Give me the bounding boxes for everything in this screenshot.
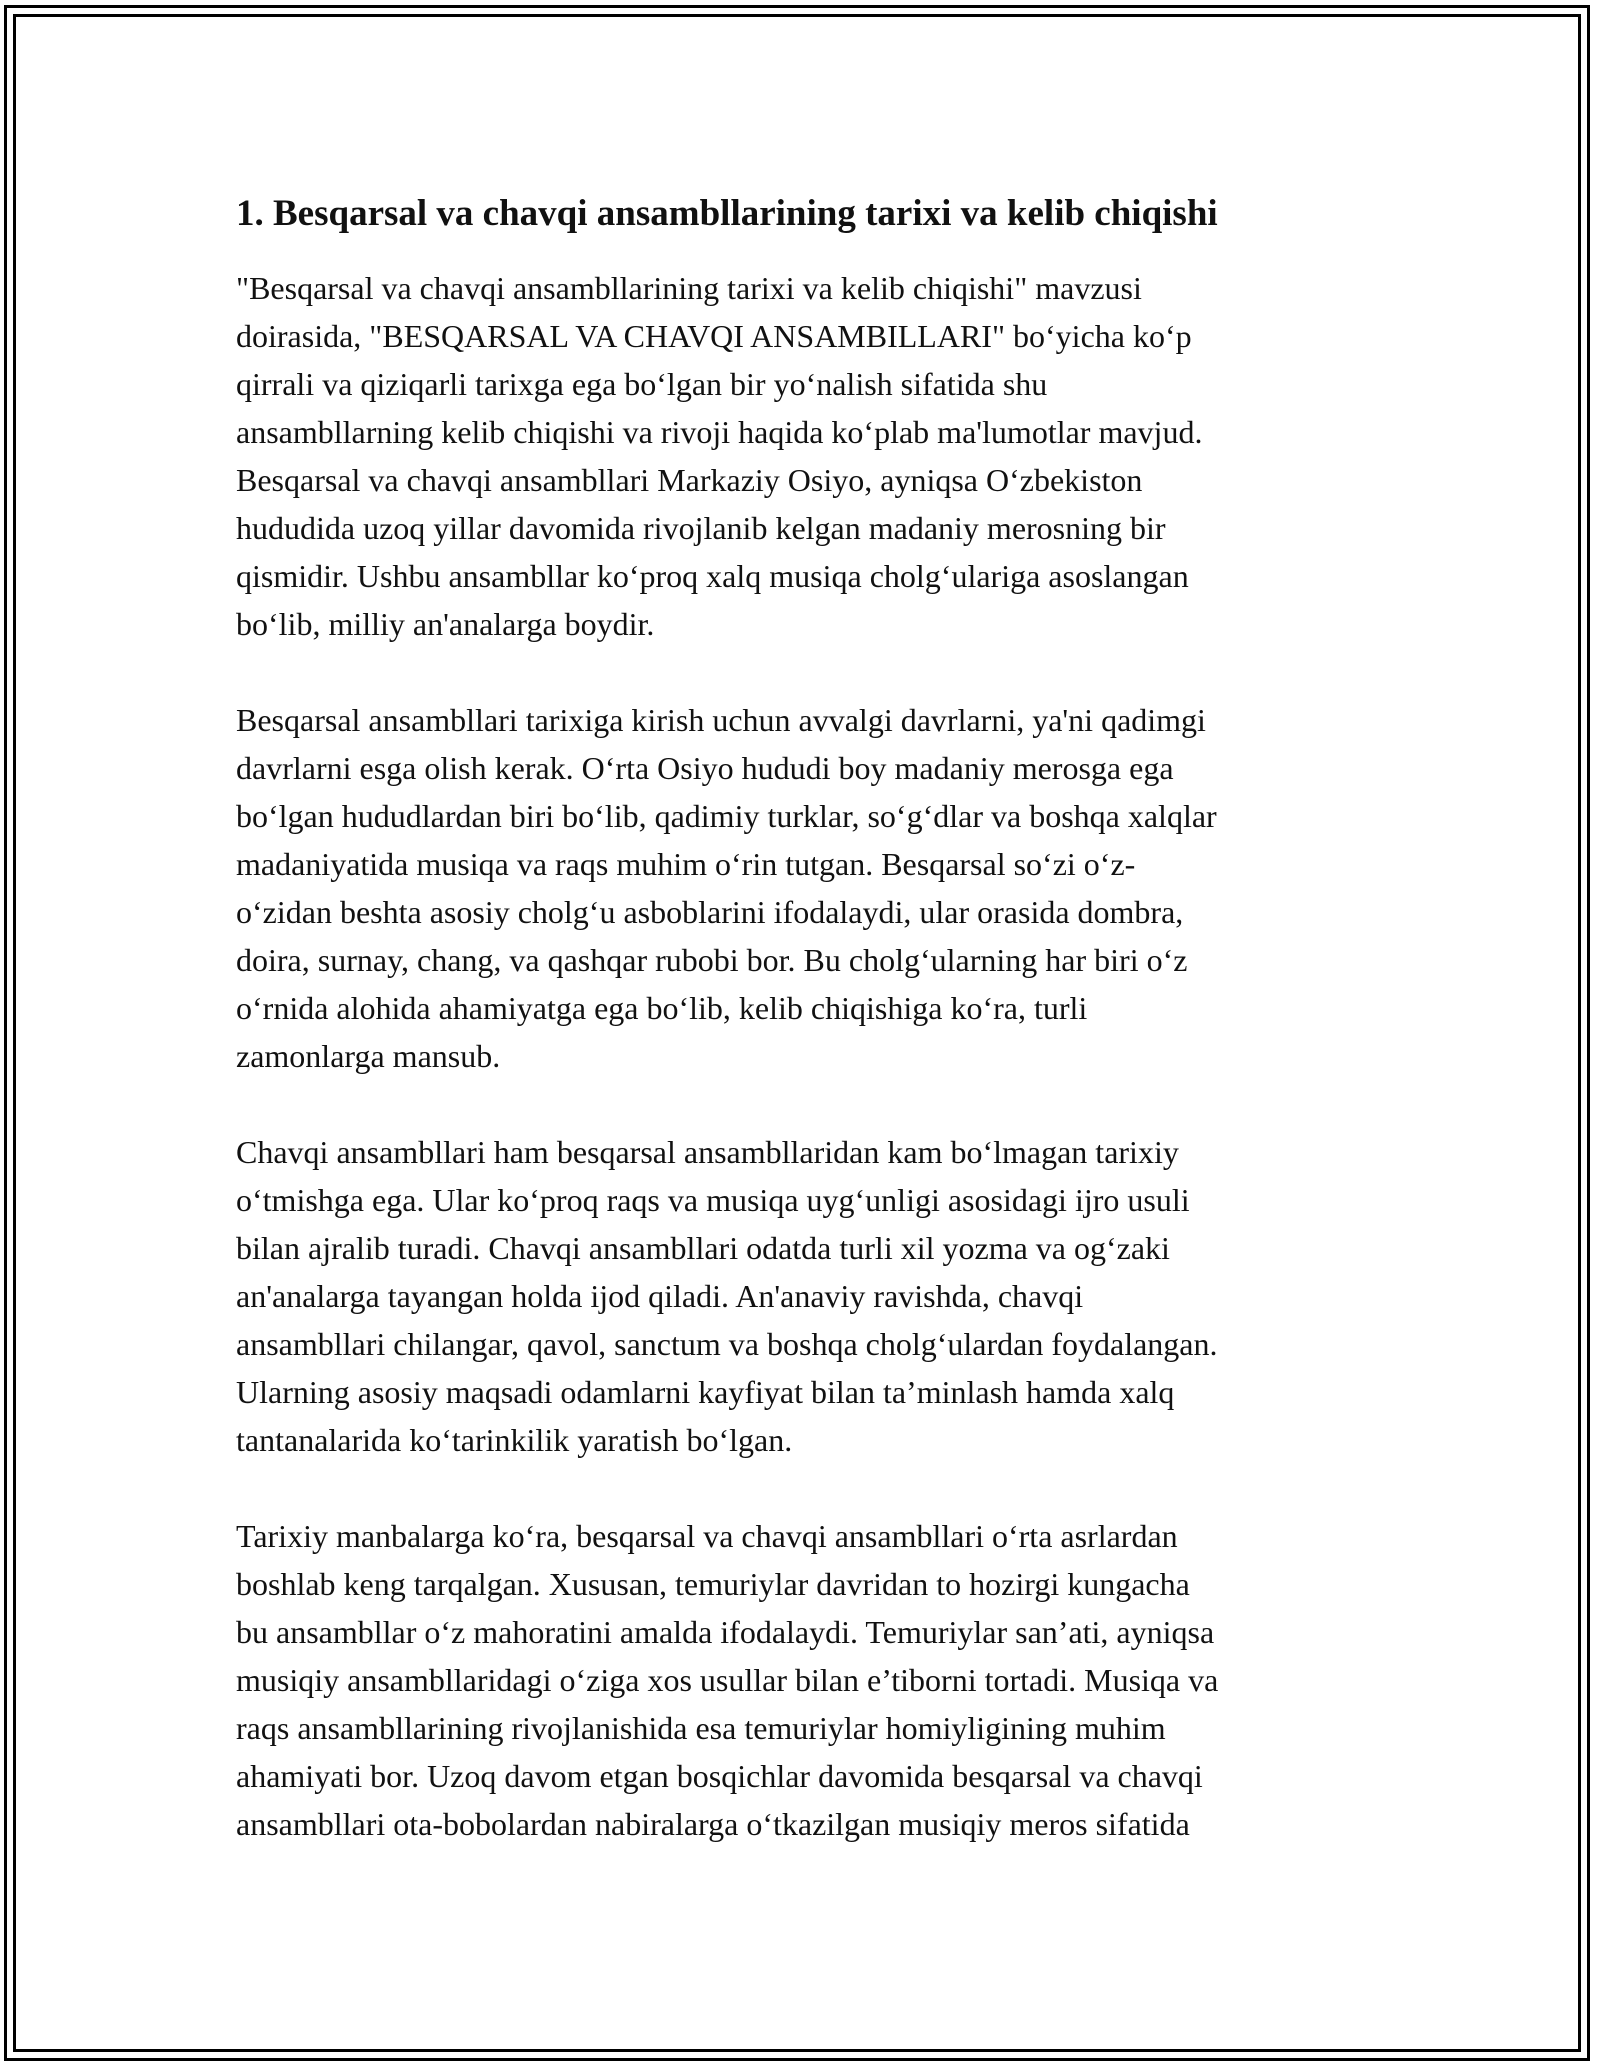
- paragraph-3: Chavqi ansambllari ham besqarsal ansambllaridan kam bo‘lmagan tarixiy o‘tmishga ega. Ular ko‘proq raqs va musiqa uyg‘unligi asosidagi ijro usuli bilan ajralib turadi. Chavqi ansambllari odatda turli xil yozma va og‘zaki an'analarga tayangan holda ijod qiladi. An'anaviy ravishda, chavqi ansambllari chilangar, qavol, sanctum va boshqa cholg‘ulardan foydalangan. Ularning asosiy maqsadi odamlarni kayfiyat bilan ta’minlash hamda xalq tantanalarida ko‘tarinkilik yaratish bo‘lgan.: [236, 1134, 1218, 1458]
- paragraph-1: "Besqarsal va chavqi ansambllarining tarixi va kelib chiqishi" mavzusi doirasida, "BESQARSAL VA CHAVQI ANSAMBILLARI" bo‘yicha ko‘p qirrali va qiziqarli tarixga ega bo‘lgan bir yo‘nalish sifatida shu ansambllarning kelib chiqishi va rivoji haqida ko‘plab ma'lumotlar mavjud. Besqarsal va chavqi ansambllari Markaziy Osiyo, ayniqsa O‘zbekiston hududida uzoq yillar davomida rivojlanib kelgan madaniy merosning bir qismidir. Ushbu ansambllar ko‘proq xalq musiqa cholg‘ulariga asoslangan bo‘lib, milliy an'analarga boydir.: [236, 270, 1203, 642]
- document-body: [236, 186, 1376, 1896]
- paragraph-2: Besqarsal ansambllari tarixiga kirish uchun avvalgi davrlarni, ya'ni qadimgi davrlarni esga olish kerak. O‘rta Osiyo hududi boy madaniy merosga ega bo‘lgan hududlardan biri bo‘lib, qadimiy turklar, so‘g‘dlar va boshqa xalqlar madaniyatida musiqa va raqs muhim o‘rin tutgan. Besqarsal so‘zi o‘z- o‘zidan beshta asosiy cholg‘u asboblarini ifodalaydi, ular orasida dombra, doira, surnay, chang, va qashqar rubobi bor. Bu cholg‘ularning har biri o‘z o‘rnida alohida ahamiyatga ega bo‘lib, kelib chiqishiga ko‘ra, turli zamonlarga mansub.: [236, 702, 1217, 1074]
- paragraph-4: Tarixiy manbalarga ko‘ra, besqarsal va chavqi ansambllari o‘rta asrlardan boshlab keng tarqalgan. Xususan, temuriylar davridan to hozirgi kungacha bu ansambllar o‘z mahoratini amalda ifodalaydi. Temuriylar san’ati, ayniqsa musiqiy ansambllaridagi o‘ziga xos usullar bilan e’tiborni tortadi. Musiqa va raqs ansambllarining rivojlanishida esa temuriylar homiyligining muhim ahamiyati bor. Uzoq davom etgan bosqichlar davomida besqarsal va chavqi ansambllari ota-bobolardan nabiralarga o‘tkazilgan musiqiy meros sifatida: [236, 1518, 1219, 1842]
- section-heading: 1. Besqarsal va chavqi ansambllarining tarixi va kelib chiqishi: [236, 193, 1218, 234]
